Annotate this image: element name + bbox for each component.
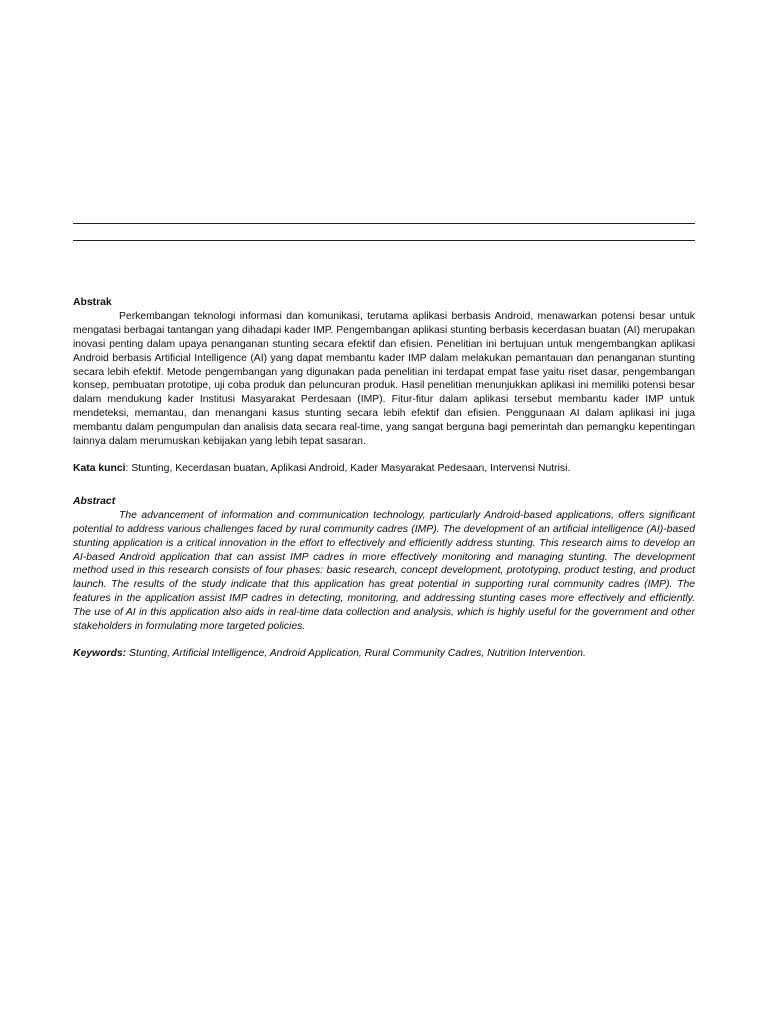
keywords-label: Keywords: bbox=[73, 647, 127, 659]
abstrak-body: Perkembangan teknologi informasi dan komunikasi, terutama aplikasi berbasis Android, menawarkan potensi besar untuk mengatasi berbagai tantangan yang dihadapi kader IMP. Pengembangan aplikasi stunting berbasis kecerdasan buatan (AI) merupakan inovasi penting dalam upaya penanganan stunting secara efektif dan efisien. Penelitian ini bertujuan untuk mengembangkan aplikasi Android berbasis Artificial Intelligence (AI) yang dapat membantu kader IMP dalam melakukan pemantauan dan penanganan stunting secara lebih efektif. Metode pengembangan yang digunakan pada penelitian ini terdapat empat fase yaitu riset dasar, pengembangan konsep, pembuatan prototipe, uji coba produk dan peluncuran produk. Hasil penelitian menunjukkan aplikasi ini memiliki potensi besar dalam mendukung kader Institusi Masyarakat Perdesaan (IMP). Fitur-fitur dalam aplikasi tersebut membantu kader IMP untuk mendeteksi, memantau, dan menangani kasus stunting secara lebih efektif dan efisien. Penggunaan AI dalam aplikasi ini juga membantu dalam pengumpulan dan analisis data secara real-time, yang sangat berguna bagi pemerintah dan pemangku kepentingan lainnya dalam merumuskan kebijakan yang lebih tepat sasaran. bbox=[73, 310, 695, 448]
header-rule-bottom bbox=[73, 240, 695, 241]
kata-kunci-label: Kata kunci bbox=[73, 462, 126, 474]
keywords-line bbox=[73, 647, 695, 661]
keywords-text: Stunting, Artificial Intelligence, Android Application, Rural Community Cadres, Nutrition Intervention. bbox=[126, 647, 586, 659]
abstract-section bbox=[73, 296, 695, 661]
section-spacer bbox=[73, 476, 695, 495]
kata-kunci-line bbox=[73, 462, 695, 476]
kata-kunci-text: : Stunting, Kecerdasan buatan, Aplikasi Android, Kader Masyarakat Pedesaan, Intervensi Nutrisi. bbox=[125, 462, 571, 474]
abstrak-block bbox=[73, 296, 695, 476]
abstract-block bbox=[73, 495, 695, 661]
abstract-body: The advancement of information and communication technology, particularly Android-based applications, offers significant potential to address various challenges faced by rural community cadres (IMP). The development of an artificial intelligence (AI)-based stunting application is a critical innovation in the effort to effectively and efficiently address stunting. This research aims to develop an AI-based Android application that can assist IMP cadres in more effectively monitoring and managing stunting. The development method used in this research consists of four phases: basic research, concept development, prototyping, product testing, and product launch. The results of the study indicate that this application has great potential in supporting rural community cadres (IMP). The features in the application assist IMP cadres in detecting, monitoring, and addressing stunting cases more effectively and efficiently. The use of AI in this application also aids in real-time data collection and analysis, which is highly useful for the government and other stakeholders in formulating more targeted policies. bbox=[73, 509, 695, 633]
abstrak-heading: Abstrak bbox=[73, 297, 112, 308]
abstract-heading: Abstract bbox=[73, 495, 116, 507]
header-rule-top bbox=[73, 223, 695, 224]
